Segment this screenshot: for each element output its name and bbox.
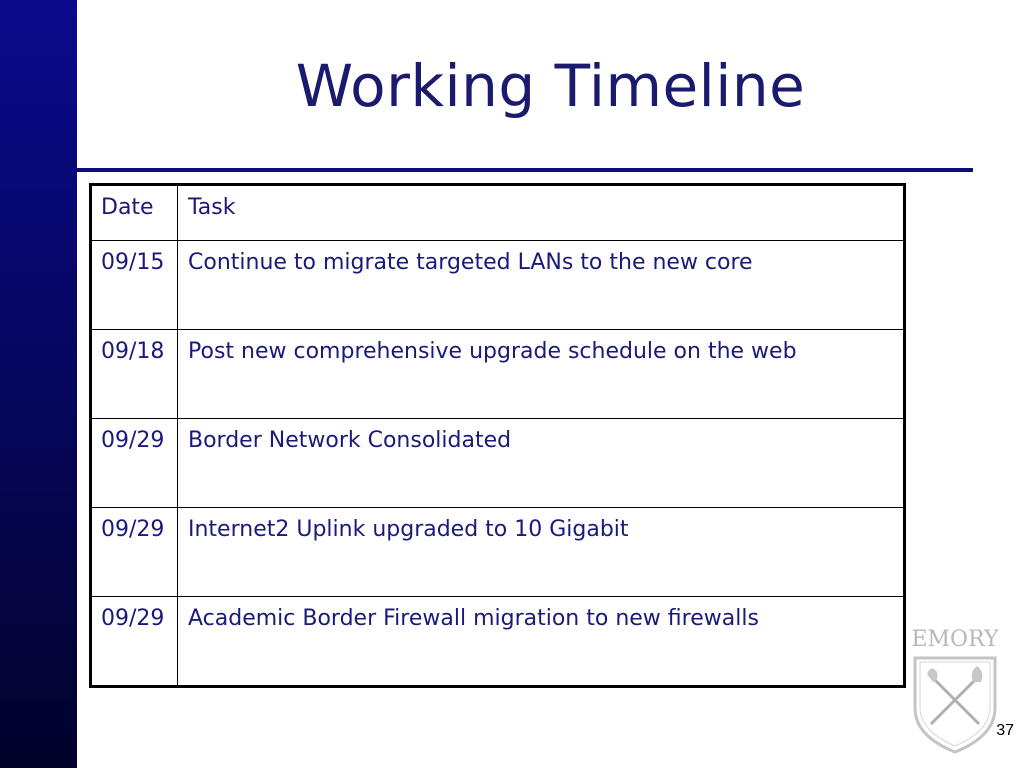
timeline-table [89,183,906,688]
title-divider [77,168,973,172]
table-header-row [91,185,905,241]
table-row [91,597,905,687]
row-date: 09/18 [91,330,178,419]
table-row [91,508,905,597]
row-date: 09/29 [91,419,178,508]
header-date: Date [91,185,178,241]
left-sidebar-band [0,0,77,768]
row-task: Academic Border Firewall migration to new firewalls [178,597,905,687]
row-task: Internet2 Uplink upgraded to 10 Gigabit [178,508,905,597]
page-number: 37 [996,722,1014,739]
row-date: 09/29 [91,597,178,687]
table-row [91,330,905,419]
row-date: 09/15 [91,241,178,330]
row-date: 09/29 [91,508,178,597]
svg-text:EMORY: EMORY [911,627,999,652]
row-task: Border Network Consolidated [178,419,905,508]
header-task: Task [178,185,905,241]
emory-logo [907,624,1003,764]
table-row [91,241,905,330]
table-row [91,419,905,508]
row-task: Continue to migrate targeted LANs to the new core [178,241,905,330]
slide-title: Working Timeline [295,52,806,120]
row-task: Post new comprehensive upgrade schedule on the web [178,330,905,419]
emory-shield-torch-icon [907,624,1003,764]
